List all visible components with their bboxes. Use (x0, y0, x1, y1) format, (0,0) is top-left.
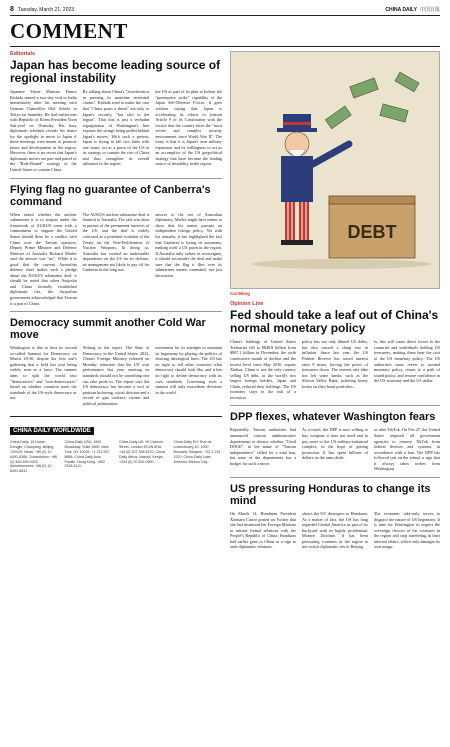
editorial-headline[interactable]: Flying flag no guarantee of Canberra's command (10, 183, 211, 208)
editorial-article-3 (10, 317, 222, 411)
opinion-article-3 (230, 483, 440, 555)
article-text: By talking about China's "assertiveness in pressing its maritime territorial claims", Kishida tried to make the case that "China poses a threat" not only to Japan's security, "but also to the region". That this is just a verbatim regurgitation of Washington's line exposes the strings being pulled behind Japan's moves. With such a pretext, Japan is trying to kill two birds with one stone: act as a pawn of the US in its strategy to contain the rise of China and thus strengthen its overall influence in the region. (82, 89, 150, 167)
article-text: movement for its attempts to maintain its hegemony by playing the politics of drawing ideological lines. The US has no right to tell other countries what democracy should look like, and it has no right to define democracy with its own standards. Convening such a summit will only exacerbate divisions in the world. (155, 345, 223, 395)
article-text: Washington is due to host its second so-called Summit for Democracy on March 29-30, despite the first one's gathering that it held last year being widely seen as a farce. The summit aims to split the world into "democracies" and "non-democracies" based on whether countries meet the standards of the US-style democracy or not. (10, 345, 77, 401)
section-title: COMMENT (10, 19, 440, 47)
footer-contact: China Daily UK: 90 Cannon Street, London EC4N 6HA. +44 (0) 207 398 8270. China Daily Africa: Nairobi, Kenya. +254 (0) 20 692 0900. (119, 440, 165, 464)
article-text: On March 14, Honduran President Xiomara Castro posted on Twitter that she had instructed her Foreign Minister to initiate formal relations with the People's Republic of China. Honduras had earlier gone to China as a sign to seek diplomatic relations. (230, 511, 296, 550)
masthead (10, 6, 440, 16)
article-text: Japanese Prime Minister Fumio Kishida started a two-day visit to India immediately after his meeting with German Chancellor Olaf Scholz in Tokyo on Saturday. He had earlier met with Republic of Korea President Yoon Suk-yeol on Thursday. His busy diplomatic schedule reveals his desire for the spotlight to move to Japan if these meetings were meant to promote peace and development in the region. However, there is no secret that Japan's diplomatic moves are part and parcel of the "Rule-Bound" strategy of the United States to contain China. (10, 89, 77, 173)
editorial-cartoon (230, 51, 440, 289)
editorial-headline[interactable]: Democracy summit another Cold War move (10, 317, 206, 342)
debt-box-label: DEBT (347, 222, 397, 242)
article-text: When asked whether the nuclear submarines it is to acquire under the framework of AUKUS come with a commitment to support the United States should there be a conflict with China over the Taiwan question, Deputy Prime Minister and Defense Minister of Australia Richard Marles said the answer was "no". While it is good that the current Australian defense chief makes such a pledge about the AUKUS submarine deal, it should be noted that when Australia and China formally established diplomatic ties, the Australian government acknowledged that Taiwan is a part of China. (10, 211, 77, 306)
article-text: The economic take-only serves to disgrace the nature of US hegemony. It is time for Washington to respect the sovereign choices of the countries in the region and stop interfering in their internal affairs, which only damages its own image. (374, 511, 440, 550)
editorials-label: Editorials (10, 51, 36, 57)
article-text: rs, this will cause direct losses to the countries and individuals holding US treasuries, making them bear the cost of the US monetary policy. The US authorities must revert to normal monetary policy, return to a path of sound policy, and restore confidence in the US economy and the US dollar. (374, 339, 440, 384)
opinion-headline[interactable]: DPP flexes, whatever Washington fears (230, 411, 436, 424)
opinion-headline[interactable]: Fed should take a leaf out of China's normal monetary policy (230, 308, 439, 336)
opinion-headline[interactable]: US pressuring Honduras to change its mind (230, 482, 431, 507)
footer-contact: China Daily: 15 Huixin Dongjie, Chaoyang, Beijing 100029. News: +86 (0) 10 6491-8366. Subscription: +86 (0) 400-699-0203. Advertisement: +86 (0) 10 6491-8631. (10, 440, 58, 474)
opinion-column (230, 51, 440, 560)
article-text: policy has not only diluted US debts, but also caused a sharp rise in inflation. Since last year, the US Federal Reserve has raised interest rates 8 times, forcing the prices of treasuries down. The interest rate hike has left some banks, such as the Silicon Valley Bank, suffering heavy losses on their bond portfolios. (302, 339, 368, 389)
issue-date: Tuesday, March 21, 2023 (17, 6, 75, 13)
editorials-column (10, 51, 222, 560)
article-text: shows the US' disrespect to Honduras. As a matter of fact, the US has long regarded Central America as part of its backyard with its highly problematic Monroe Doctrine. It has been pressuring countries in the region to not switch diplomatic ties to Beijing. (302, 511, 368, 550)
article-text: the US as part of its plan to bolster the "preemptive strike" capability of the Japan Self-Defense Forces. It goes without saying that Japan is accelerating its efforts to jettison Article 9 of its Constitution with the excuse that the country faces the "most severe and complex security environment since World War II". The irony is that it is Japan's own military expansion and its willingness to act as an accomplice of the US geopolitical strategy that have become the leading source of instability in the region. (155, 89, 223, 167)
paper-name: CHINA DAILY (385, 6, 417, 13)
opinion-article-1 (230, 309, 440, 406)
footer-contacts (10, 416, 222, 474)
paper-name-cn: 中国日报 (419, 7, 440, 13)
cartoon-credit: Cai Meng (230, 291, 251, 296)
article-text: answer to the test of Australian diplomacy. Marles might have meant to show that his nation pursues an independent foreign policy. Yet with his remarks, it has highlighted the fact that Canberra is losing its autonomy, making itself a US pawn in the region. If Australia truly values its sovereignty, it should reconsider the deal and make sure that the flag it flies over its submarines means command, not just decoration. (155, 211, 223, 278)
opinion-article-2 (230, 411, 440, 477)
article-text: as after TikTok. On Feb 27, the United States required all government agencies to remove TikTok from federal devices and systems, in accordance with a ban. The DPP has followed suit on the island, a sign that it always takes orders from Washington. (374, 427, 440, 472)
footer-contact: China Daily USA: 1500 Broadway, Suite 2800, New York, NY 10036. +1 212 537 8888. China Daily Asia Pacific: Hong Kong. +852 2518 5111. (64, 440, 110, 469)
editorial-article-1 (10, 59, 222, 179)
footer-contact: China Daily EU: Rue de Luxembourg 20, 1000 Brussels, Belgium. +32 2 234 7670. China Daily Latin America: Mexico City. (173, 440, 221, 464)
article-text: As a result, the DPP is now willing to buy weapons it does not need and to pay more to the US military-industrial complex, in the hope of getting protection. It has spent billions of dollars on the arms deals. (302, 427, 368, 461)
page-number: 8 (10, 6, 14, 13)
editorial-article-2 (10, 184, 222, 312)
article-text: Reportedly, Taiwan authorities had announced various administrative departments to discuss whether "Good DOGE", in the name of "Taiwan independence" called for a total ban, but none of the departments has a budget for such a move. (230, 427, 296, 466)
article-text: China's holdings of United States Treasuries fell to $848.8 billion from $867.1 billion in December, the sixth consecutive month of decline and the lowest level since May 2010, reports Xinhua. China is not the only country selling US debt, as the world's two largest foreign holders, Japan and China, reduced their holdings. The US economy stays in the risk of a recession. (230, 339, 296, 400)
editorial-headline[interactable]: Japan has become leading source of regional instability (10, 58, 221, 86)
article-text: The AUKUS nuclear submarine deal is harmful to Australia. The sale was done in pursuit of the preeminent interests of the US, and the deal is widely criticized as a potential violation of the Treaty on the Non-Proliferation of Nuclear Weapons. In doing so, Australia has created an undesirable dependence on the US for its defense, an arrangement not likely to pay off for Canberra in the long run. (82, 211, 150, 273)
article-text: Writing in the report, The State of Democracy in the United States: 2022, China's Foreign Ministry released on Monday, reiterates that the US' own performance last year, meeting its standards should not be something one can take pride in. The report says the US democracy has become a tool of partisan bickering, social division and a record of gun violence, racism and political polarization. (82, 345, 150, 406)
opinion-label: Opinion Line (230, 301, 264, 307)
cartoon-illustration (231, 52, 440, 289)
footer-title: CHINA DAILY WORLDWIDE (10, 427, 94, 435)
